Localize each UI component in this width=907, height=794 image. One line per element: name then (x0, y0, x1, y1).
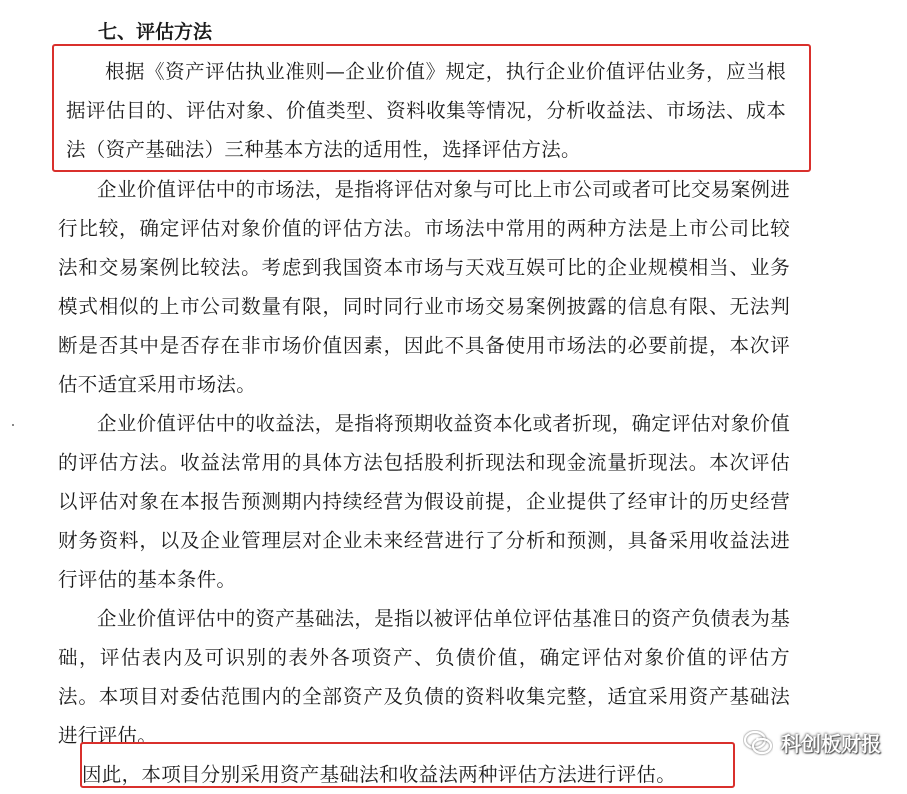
watermark-text: 科创板财报 (781, 732, 881, 756)
paragraph-market-approach: 企业价值评估中的市场法，是指将评估对象与可比上市公司或者可比交易案例进行比较，确定评估对象价值的评估方法。市场法中常用的两种方法是上市公司比较法和交易案例比较法。考虑到我国资本市场与天戏互娱可比的企业规模相当、业务模式相似的上市公司数量有限，同时同行业市场交易案例披露的信息有限、无法判断是否其中是否存在非市场价值因素，因此不具备使用市场法的必要前提，本次评估不适宜采用市场法。 (58, 178, 791, 396)
paragraph-valuation-standard: 根据《资产评估执业准则—企业价值》规定，执行企业价值评估业务，应当根据评估目的、评估对象、价值类型、资料收集等情况，分析收益法、市场法、成本法（资产基础法）三种基本方法的适用性，选择评估方法。 (66, 60, 786, 161)
wechat-icon (743, 730, 773, 756)
watermark (743, 728, 881, 757)
paragraph-income-approach: 企业价值评估中的收益法，是指将预期收益资本化或者折现，确定评估对象价值的评估方法。收益法常用的具体方法包括股利折现法和现金流量折现法。本次评估以评估对象在本报告预测期内持续经营为假设前提，企业提供了经审计的历史经营财务资料，以及企业管理层对企业未来经营进行了分析和预测，具备采用收益法进行评估的基本条件。 (58, 412, 791, 591)
section-heading: 七、评估方法 (98, 21, 213, 43)
highlight-box-conclusion (80, 742, 735, 788)
paragraph-conclusion: 因此，本项目分别采用资产基础法和收益法两种评估方法进行评估。 (82, 763, 677, 786)
highlight-box-standard (52, 44, 811, 172)
paragraph-asset-approach: 企业价值评估中的资产基础法，是指以被评估单位评估基准日的资产负债表为基础，评估表内及可识别的表外各项资产、负债价值，确定评估对象价值的评估方法。本项目对委估范围内的全部资产及负债的资料收集完整，适宜采用资产基础法进行评估。 (58, 607, 791, 747)
scan-dot (12, 424, 14, 426)
